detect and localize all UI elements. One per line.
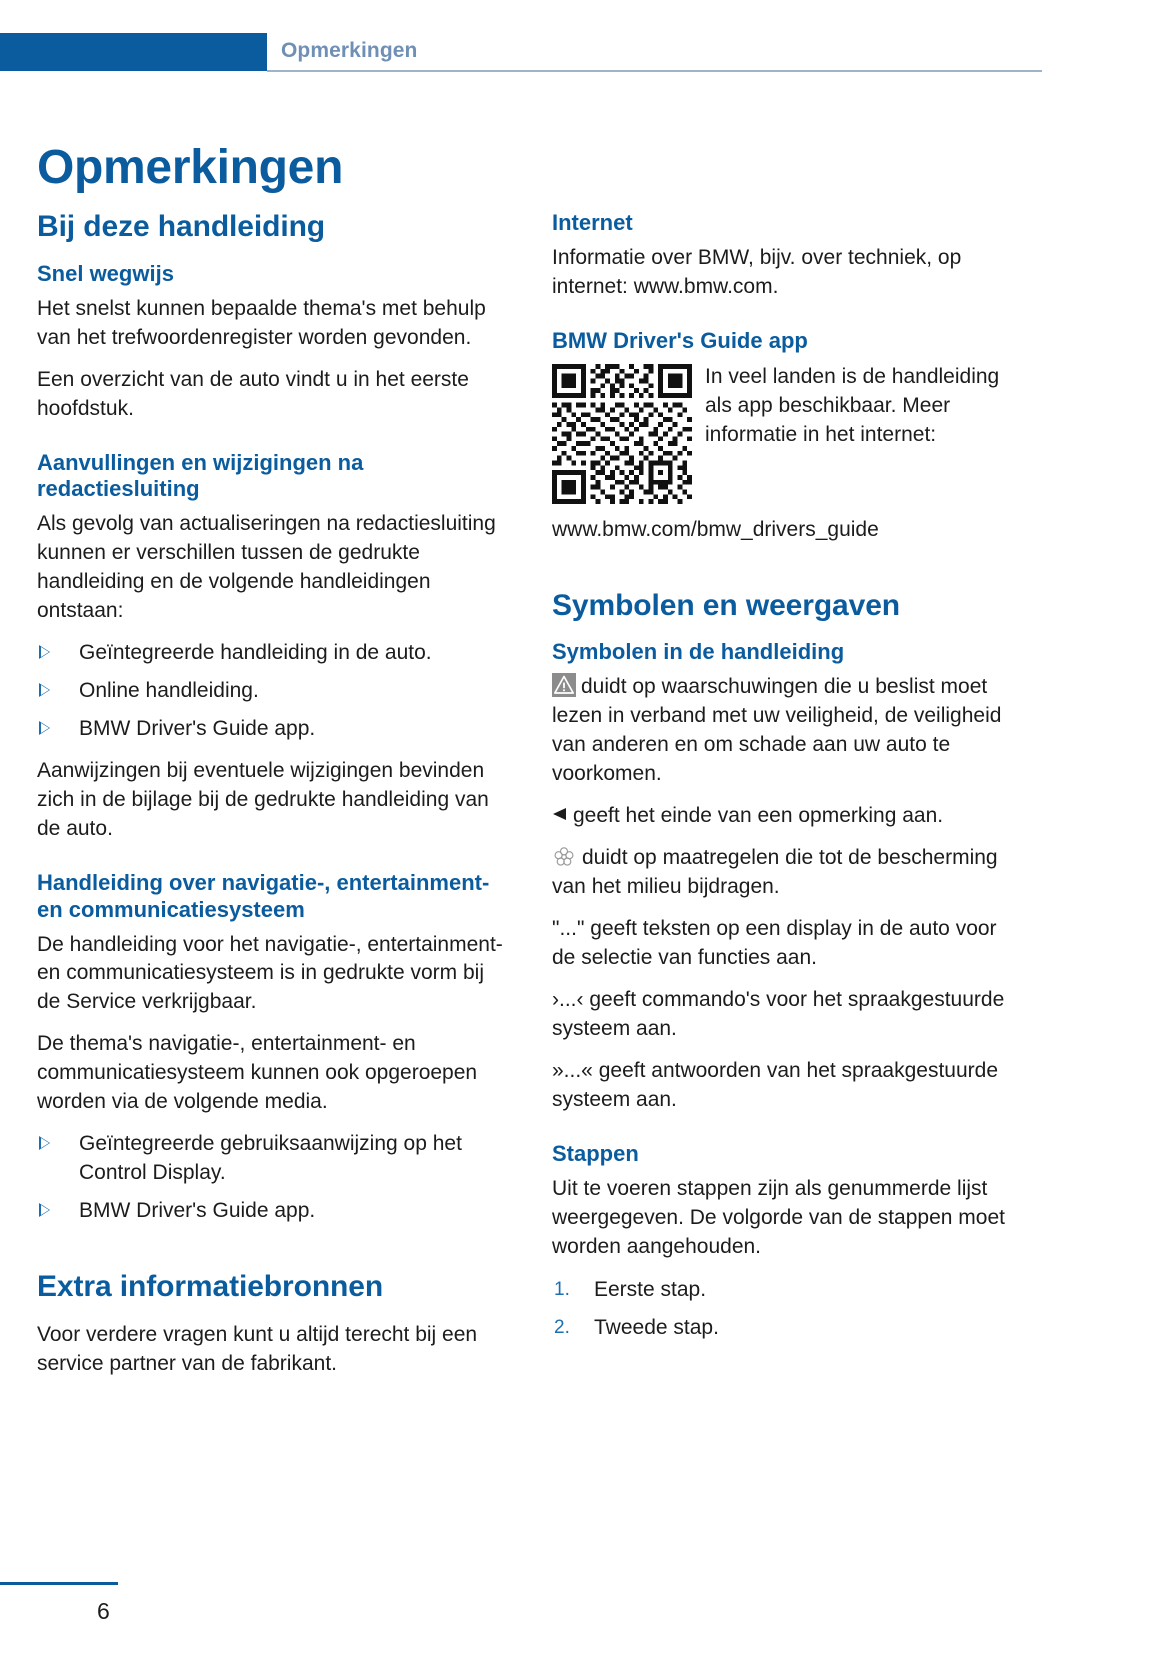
triangle-bullet-icon (39, 645, 50, 659)
section-heading-bij-deze-handleiding: Bij deze handleiding (37, 210, 326, 243)
warning-triangle-icon (552, 673, 576, 697)
subsection-heading-internet: Internet (552, 210, 633, 235)
symbol-entry-environment (552, 844, 1024, 902)
symbol-entry-voice-answer-label: geeft antwoorden van het spraakgestuurde systeem aan. (552, 1058, 998, 1111)
page-running-header (0, 33, 1165, 71)
qr-code-icon (552, 364, 692, 504)
list-item-label: BMW Driver's Guide app. (79, 716, 316, 740)
single-guillemet-icon: ›...‹ (552, 987, 584, 1011)
paragraph-extra-informatiebronnen: Voor verdere vragen kunt u altijd terecht bij een service partner van de fabrikant. (37, 1323, 478, 1375)
subsection-heading-handleiding-navigatie: Handleiding over navigatie-, entertainment- en communicatiesysteem (37, 869, 490, 922)
symbol-entry-voice-answer (552, 1057, 1024, 1115)
paragraph-aanvullingen-intro: Als gevolg van actualiseringen na redactiesluiting kunnen er verschillen tussen de gedrukte handleiding en de volgende handleidingen ontstaan: (37, 512, 496, 623)
paragraph-stappen: Uit te voeren stappen zijn als genummerde lijst weergegeven. De volgorde van de stappen moet worden aangehouden. (552, 1176, 1005, 1258)
double-guillemet-icon: »...« (552, 1058, 593, 1082)
list-item-label: Tweede stap. (594, 1316, 719, 1340)
page-title: Opmerkingen (37, 141, 344, 195)
symbol-entry-voice-command (552, 986, 1024, 1044)
header-accent-bar (0, 33, 267, 71)
symbol-entry-voice-command-label: geeft commando's voor het spraakgestuurde systeem aan. (552, 987, 1005, 1040)
qr-code-block (552, 362, 1024, 504)
triangle-bullet-icon (39, 721, 50, 735)
footer-divider-rule (0, 1582, 118, 1585)
numbered-list-stappen (552, 1276, 1024, 1344)
symbol-entry-warning-text: duidt op waarschuwingen die u beslist moet lezen in verband met uw veiligheid, de veiligheid van anderen en om schade aan uw auto te voorkomen. (552, 675, 1002, 786)
list-item (37, 715, 509, 744)
symbol-entry-end-of-note-text: geeft het einde van een opmerking aan. (573, 804, 944, 828)
list-item (37, 1130, 509, 1188)
paragraph-drivers-guide-app: In veel landen is de handleiding als app beschikbaar. Meer informatie in het internet: (705, 364, 1000, 446)
end-of-note-arrow-icon (553, 808, 566, 820)
drivers-guide-url: www.bmw.com/bmw_drivers_guide (552, 517, 879, 541)
subsection-heading-aanvullingen: Aanvullingen en wijzigingen na redactiesluiting (37, 449, 364, 502)
list-item-label: Online handleiding. (79, 679, 259, 702)
triangle-bullet-icon (39, 1203, 50, 1217)
subsection-heading-snel-wegwijs: Snel wegwijs (37, 260, 174, 286)
list-item (37, 639, 509, 668)
list-item (37, 677, 509, 706)
list-item (552, 1314, 1024, 1343)
running-header-title: Opmerkingen (281, 39, 418, 62)
header-divider-rule (267, 70, 1042, 72)
subsection-heading-symbolen-in-de-handleiding: Symbolen in de handleiding (552, 639, 845, 665)
quote-marks-icon: "..." (552, 916, 585, 940)
section-heading-symbolen-en-weergaven: Symbolen en weergaven (552, 588, 901, 622)
left-column (37, 210, 509, 1379)
paragraph-snel-wegwijs-2: Een overzicht van de auto vindt u in het eerste hoofdstuk. (37, 367, 469, 420)
symbol-entry-display-text-label: geeft teksten op een display in de auto voor de selectie van functies aan. (552, 916, 997, 969)
symbol-entry-environment-text: duidt op maatregelen die tot de bescherming van het milieu bijdragen. (552, 846, 998, 898)
list-item-label: Eerste stap. (594, 1277, 707, 1301)
list-item-label: Geïntegreerde handleiding in de auto. (79, 641, 432, 665)
environment-flower-icon (552, 845, 576, 869)
list-item-label: Geïntegreerde gebruiksaanwijzing op het Control Display. (79, 1132, 462, 1185)
triangle-bullet-icon (39, 683, 50, 697)
paragraph-navigatie-1: De handleiding voor het navigatie-, entertainment- en communicatiesysteem is in gedrukte vorm bij de Service verkrijgbaar. (37, 932, 503, 1014)
step-number: 2. (554, 1317, 570, 1339)
bullet-list-aanvullingen (37, 639, 509, 744)
symbol-entry-warning (552, 673, 1024, 789)
triangle-bullet-icon (39, 1136, 50, 1150)
subsection-heading-drivers-guide-app: BMW Driver's Guide app (552, 327, 808, 353)
list-item (552, 1276, 1024, 1305)
right-column (552, 210, 1024, 1353)
subsection-heading-stappen: Stappen (552, 1140, 639, 1166)
list-item (37, 1197, 509, 1226)
list-item-label: BMW Driver's Guide app. (79, 1199, 316, 1223)
symbol-entry-display-text (552, 915, 1024, 973)
symbol-entry-end-of-note (552, 802, 1024, 831)
page-number: 6 (97, 1598, 110, 1624)
paragraph-snel-wegwijs-1: Het snelst kunnen bepaalde thema's met behulp van het trefwoordenregister worden gevonden. (37, 296, 486, 349)
step-number: 1. (554, 1278, 570, 1300)
bullet-list-navigatie-media (37, 1130, 509, 1226)
section-heading-extra-informatiebronnen: Extra informatiebronnen (37, 1270, 384, 1304)
paragraph-internet: Informatie over BMW, bijv. over techniek, op internet: www.bmw.com. (552, 245, 962, 298)
paragraph-aanvullingen-outro: Aanwijzingen bij eventuele wijzigingen bevinden zich in de bijlage bij de gedrukte handleiding van de auto. (37, 758, 489, 840)
paragraph-navigatie-2: De thema's navigatie-, entertainment- en communicatiesysteem kunnen ook opgeroepen worden via de volgende media. (37, 1032, 478, 1114)
